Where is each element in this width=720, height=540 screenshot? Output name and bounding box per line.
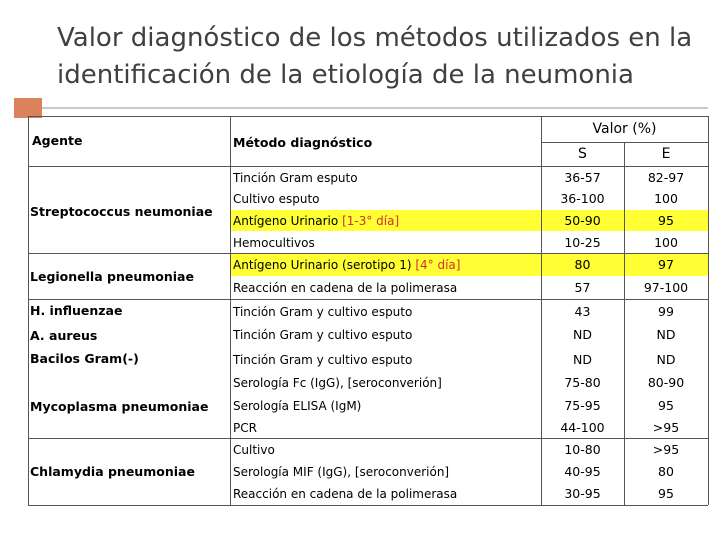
specificity-cell: ND [656, 352, 676, 367]
sensitivity-cell: 57 [574, 280, 591, 295]
method-cell: Serología Fc (IgG), [seroconverión] [233, 376, 442, 390]
method-cell [233, 213, 399, 229]
specificity-cell: 80-90 [647, 375, 685, 390]
title-line-1: Valor diagnóstico de los métodos utilizados en la [57, 23, 693, 53]
agent-chlamydia: Chlamydia pneumoniae [30, 464, 195, 479]
title-divider [42, 107, 708, 109]
method-cell: Tinción Gram esputo [233, 171, 358, 185]
sensitivity-cell: 75-80 [564, 375, 601, 390]
rule-bottom [28, 505, 708, 506]
rule-header-bottom [28, 166, 708, 167]
rule-left [28, 116, 29, 505]
header-s: S [578, 146, 587, 162]
sensitivity-cell: 43 [574, 304, 591, 319]
specificity-cell: 100 [654, 191, 678, 206]
method-day-note: [4° día] [415, 258, 461, 272]
rule-right [708, 116, 709, 505]
method-cell: Serología ELISA (IgM) [233, 399, 362, 413]
method-cell: Hemocultivos [233, 236, 315, 250]
sensitivity-cell: 50-90 [564, 213, 601, 228]
specificity-cell: 95 [658, 486, 674, 501]
specificity-cell: 95 [658, 398, 674, 413]
page-title [57, 20, 707, 94]
method-cell: Reacción en cadena de la polimerasa [233, 487, 458, 501]
agent-h-influenzae: H. influenzae [30, 303, 123, 318]
method-text: Antígeno Urinario (serotipo 1) [233, 258, 416, 272]
specificity-cell: >95 [652, 420, 680, 435]
sensitivity-cell: 10-80 [564, 442, 601, 457]
method-cell [233, 257, 460, 273]
specificity-cell: 99 [658, 304, 674, 319]
agent-a-aureus: A. aureus [30, 328, 98, 343]
agent-bacilos: Bacilos Gram(-) [30, 351, 139, 366]
method-text: Antígeno Urinario [233, 214, 343, 228]
agent-streptococcus: Streptococcus neumoniae [30, 204, 213, 219]
sensitivity-cell: 36-57 [564, 170, 601, 185]
method-cell: Cultivo esputo [233, 192, 320, 206]
method-cell: Reacción en cadena de la polimerasa [233, 281, 458, 295]
header-value: Valor (%) [592, 121, 657, 137]
rule-after-mycoplasma [28, 438, 230, 439]
method-cell: Tinción Gram y cultivo esputo [233, 328, 413, 342]
accent-box [14, 98, 42, 118]
method-cell: Tinción Gram y cultivo esputo [233, 353, 413, 367]
sensitivity-cell: 36-100 [560, 191, 605, 206]
rule-top [28, 116, 708, 117]
header-e: E [661, 146, 671, 162]
header-method: Método diagnóstico [233, 135, 373, 150]
title-line-2: identificación de la etiología de la neumonia [57, 60, 634, 90]
rule-after-strep-method [230, 253, 708, 254]
rule-col-agent [230, 116, 231, 505]
rule-after-mycoplasma-method [230, 438, 708, 439]
sensitivity-cell: 30-95 [564, 486, 601, 501]
method-cell: Tinción Gram y cultivo esputo [233, 305, 413, 319]
sensitivity-cell: 44-100 [560, 420, 605, 435]
specificity-cell: >95 [652, 442, 680, 457]
specificity-cell: 97-100 [643, 280, 689, 295]
sensitivity-cell: ND [573, 327, 592, 342]
method-cell: Cultivo [233, 443, 275, 457]
specificity-cell: 97 [658, 257, 674, 272]
sensitivity-cell: 75-95 [564, 398, 601, 413]
specificity-cell: ND [656, 327, 676, 342]
specificity-cell: 82-97 [647, 170, 685, 185]
method-day-note: [1-3° día] [342, 214, 400, 228]
agent-legionella: Legionella pneumoniae [30, 269, 194, 284]
sensitivity-cell: 80 [574, 257, 591, 272]
sensitivity-cell: 40-95 [564, 464, 601, 479]
method-cell: PCR [233, 421, 257, 435]
method-cell: Serología MIF (IgG), [seroconverión] [233, 465, 450, 479]
header-agent: Agente [32, 133, 83, 148]
specificity-cell: 100 [654, 235, 678, 250]
specificity-cell: 95 [658, 213, 674, 228]
sensitivity-cell: ND [573, 352, 592, 367]
agent-mycoplasma: Mycoplasma pneumoniae [30, 399, 209, 414]
specificity-cell: 80 [658, 464, 674, 479]
sensitivity-cell: 10-25 [564, 235, 601, 250]
rule-after-legionella [28, 299, 708, 300]
rule-after-strep-agent [28, 253, 230, 254]
